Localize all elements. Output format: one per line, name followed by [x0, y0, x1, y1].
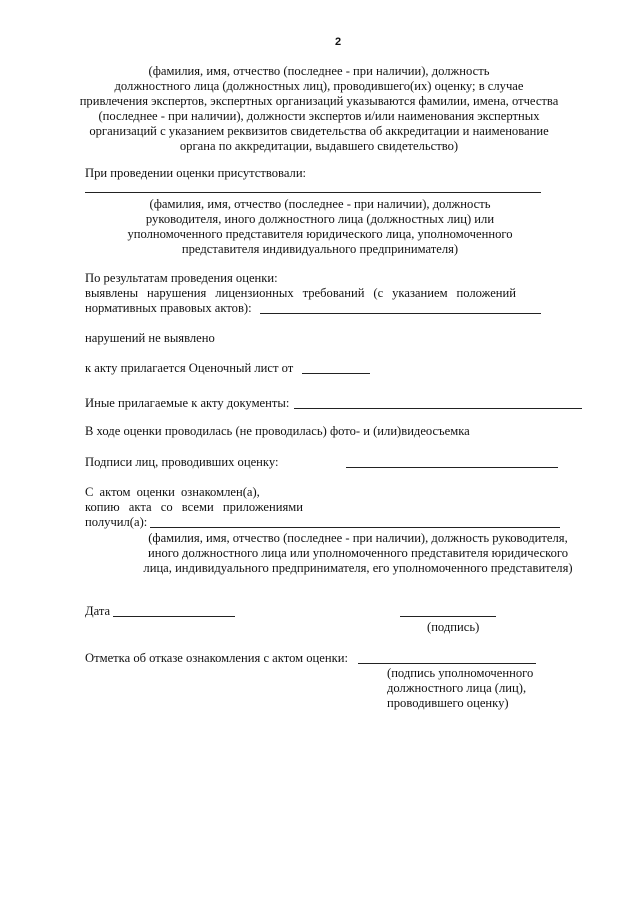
top-note-line: организаций с указанием реквизитов свидетельства об аккредитации и наименование [89, 124, 549, 138]
results-acts-label: нормативных правовых актов): [85, 301, 252, 315]
present-note-line: (фамилия, имя, отчество (последнее - при наличии), должность [149, 197, 491, 211]
date-field[interactable] [113, 616, 235, 617]
refusal-note-line: должностного лица (лиц), [387, 681, 527, 695]
attached-sheet-label: к акту прилагается Оценочный лист от [85, 361, 294, 375]
refusal-note-line: проводившего оценку) [387, 696, 509, 710]
signatures-label: Подписи лиц, проводивших оценку: [85, 455, 279, 469]
other-documents-label: Иные прилагаемые к акту документы: [85, 396, 290, 410]
received-label: получил(а): [85, 515, 148, 529]
top-note-line: органа по аккредитации, выдавшего свидетельство) [179, 139, 459, 153]
signature-caption: (подпись) [427, 620, 480, 634]
copy-received-line: копию акта со всеми приложениями [85, 500, 303, 514]
results-violations-line: выявлены нарушения лицензионных требований (с указанием положений [85, 286, 516, 300]
signature-field[interactable] [400, 616, 496, 617]
present-note-line: представителя индивидуального предпринимателя) [181, 242, 459, 256]
attached-sheet-date-field[interactable] [302, 373, 370, 374]
results-acts-field[interactable] [260, 313, 541, 314]
no-violations-text: нарушений не выявлено [85, 331, 215, 345]
refusal-note-line: (подпись уполномоченного [387, 666, 534, 680]
top-note-line: должностного лица (должностных лиц), проводившего(их) оценку; в случае [114, 79, 524, 93]
received-note-line: (фамилия, имя, отчество (последнее - при наличии), должность руководителя, [148, 531, 568, 545]
top-note-line: привлечения экспертов, экспертных организаций указываются фамилии, имена, отчества [79, 94, 559, 108]
signatures-field[interactable] [346, 467, 558, 468]
top-note [78, 64, 560, 154]
photo-video-text: В ходе оценки проводилась (не проводилась) фото- и (или)видеосъемка [85, 424, 470, 438]
present-note [100, 197, 540, 257]
refusal-signature-field[interactable] [358, 663, 536, 664]
other-documents-field[interactable] [294, 408, 582, 409]
acquainted-line: С актом оценки ознакомлен(а), [85, 485, 260, 499]
date-label: Дата [85, 604, 111, 618]
top-note-line: (последнее - при наличии), должности экспертов и/или наименования экспертных [98, 109, 540, 123]
present-note-line: руководителя, иного должностного лица (должностных лиц) или [145, 212, 495, 226]
received-note-line: лица, индивидуального предпринимателя, его уполномоченного представителя) [143, 561, 573, 575]
received-field[interactable] [150, 527, 560, 528]
received-note [135, 531, 581, 576]
top-note-line: (фамилия, имя, отчество (последнее - при наличии), должность [148, 64, 490, 78]
results-heading: По результатам проведения оценки: [85, 271, 278, 285]
present-field[interactable] [85, 192, 541, 193]
received-note-line: иного должностного лица или уполномоченного представителя юридического [147, 546, 569, 560]
refusal-note [387, 666, 533, 711]
present-label: При проведении оценки присутствовали: [85, 166, 307, 180]
page-number: 2 [335, 36, 342, 48]
present-note-line: уполномоченного представителя юридического лица, уполномоченного [127, 227, 513, 241]
refusal-label: Отметка об отказе ознакомления с актом оценки: [85, 651, 348, 665]
